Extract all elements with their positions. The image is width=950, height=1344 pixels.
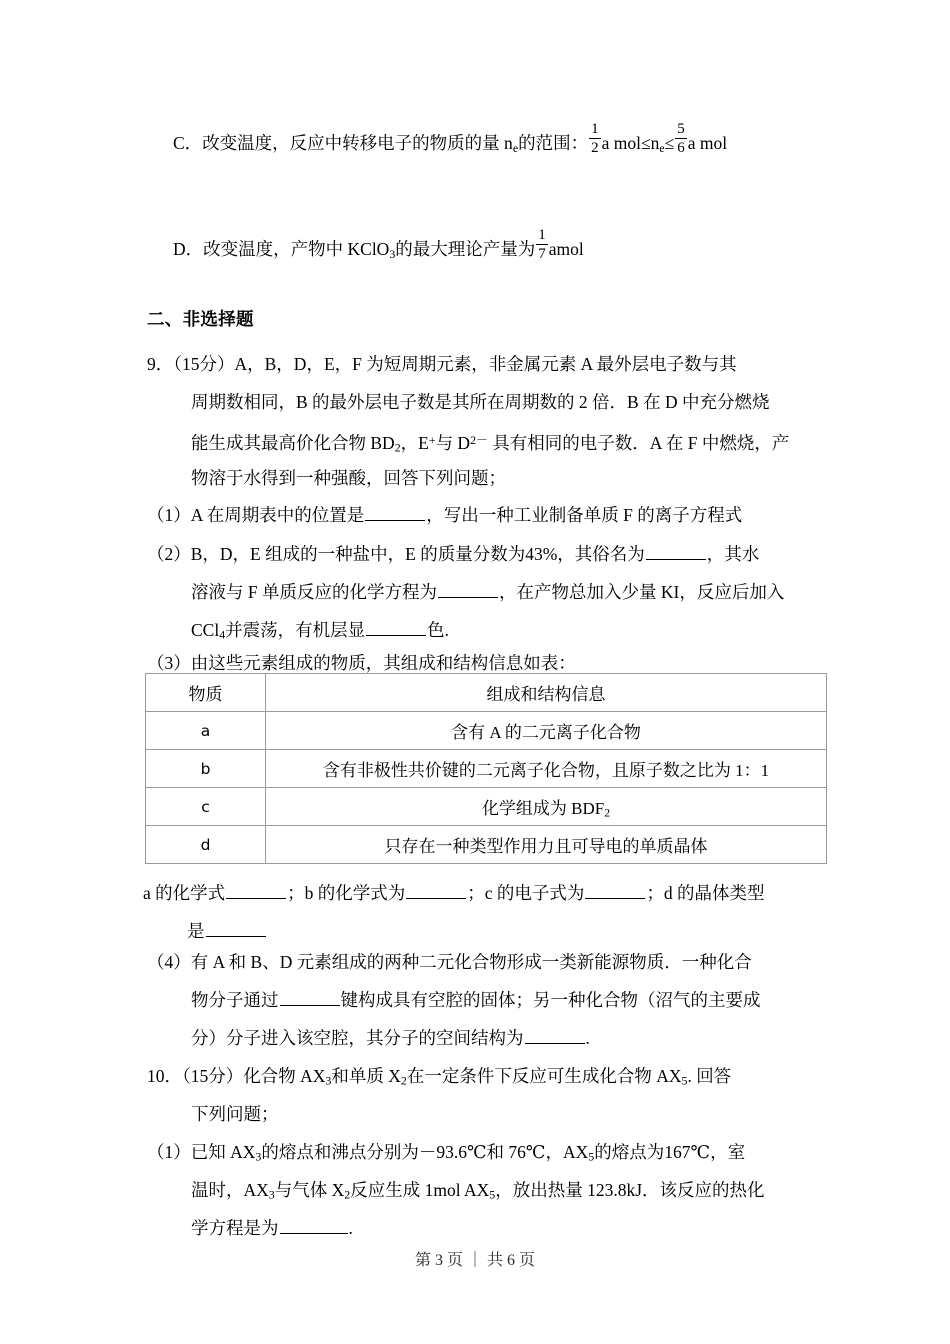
q10-p1-1c: 的熔点为167℃，室 (594, 1142, 746, 1162)
table-header-substance: 物质 (146, 674, 266, 712)
q9-l3-sub-a: 2 (394, 440, 401, 455)
q9-l3-sup-c: 2－ (470, 433, 488, 447)
q9-p4-text-2a: 物分子通过 (191, 990, 279, 1010)
q9-p3-after-a: a 的化学式 (143, 883, 226, 903)
fraction-denominator: 7 (538, 246, 546, 262)
q10-p1-line-2 (147, 1171, 765, 1209)
question-9-part-1 (147, 496, 742, 534)
q10-l1-sub3: 5 (681, 1073, 688, 1088)
question-10-number: 10． (147, 1066, 182, 1086)
q9-p1-text-b: ，写出一种工业制备单质 F 的离子方程式 (426, 505, 743, 525)
question-10 (147, 1057, 731, 1133)
fill-in-blank[interactable] (206, 920, 266, 937)
q9-p4-text-3a: 分）分子进入该空腔，其分子的空间结构为 (191, 1028, 524, 1048)
q10-l1-c: 在一定条件下反应可生成化合物 AX (406, 1066, 682, 1086)
question-9-line-4: 物溶于水得到一种强酸，回答下列问题； (191, 468, 506, 488)
fill-in-blank[interactable] (280, 1217, 348, 1234)
question-10-score: （15分） (182, 1066, 244, 1086)
q9-p2-text-3a: CCl (191, 620, 220, 640)
q10-p1-sub1: 3 (255, 1149, 262, 1164)
question-10-line-2: 下列问题； (191, 1104, 279, 1124)
q9-p2-text-2a: 溶液与 F 单质反应的化学方程为 (191, 582, 437, 602)
q10-p1-line-1 (147, 1133, 765, 1171)
fraction-numerator: 1 (591, 121, 599, 137)
fill-in-blank[interactable] (585, 882, 645, 899)
q10-p1-2b: 与气体 X (274, 1180, 345, 1200)
q10-l1-d: . 回答 (687, 1066, 732, 1086)
choice-c-text-after3: a mol (687, 133, 728, 154)
q10-l1-sub2: 2 (400, 1073, 407, 1088)
table-cell-info-c (266, 788, 827, 826)
fill-in-blank[interactable] (406, 882, 466, 899)
q9-p2-text-3b: 并震荡，有机层显 (225, 620, 366, 640)
choice-c-text-before: 改变温度，反应中转移电子的物质的量 n (202, 133, 513, 154)
question-10-part-1 (147, 1133, 765, 1247)
page-footer: 第 3 页 ｜ 共 6 页 (414, 1252, 535, 1269)
q9-p4-text-1: 有 A 和 B、D 元素组成的两种二元化合物形成一类新能源物质．一种化合 (190, 952, 752, 972)
q9-p3-after-d: ；d 的晶体类型 (646, 883, 765, 903)
table-row (146, 712, 827, 750)
question-9-part-4 (147, 943, 761, 1057)
choice-c-text-after1: a mol≤n (601, 133, 660, 154)
q9-l3-b: ，E (400, 432, 429, 453)
choice-d-text-mid: 的最大理论产量为 (395, 239, 536, 260)
q9-p2-text-1a: B，D，E 组成的一种盐中，E 的质量分数为43%，其俗名为 (190, 544, 645, 564)
table-cell-name-d: d (146, 826, 266, 864)
q9-p4-text-3b: . (585, 1028, 590, 1048)
q9-p1-text-a: A 在周期表中的位置是 (190, 505, 365, 525)
q10-p1-2c: 反应生成 1mol AX (350, 1180, 490, 1200)
table-row (146, 750, 827, 788)
table-cell-info-b: 含有非极性共价键的二元离子化合物，且原子数之比为 1：1 (266, 750, 827, 788)
choice-c-label: C． (173, 133, 203, 154)
q10-p1-3a: 学方程是为 (191, 1218, 279, 1238)
q9-p3-after-c: ；c 的电子式为 (467, 883, 585, 903)
q9-l3-c: 与 D (435, 432, 471, 453)
fill-in-blank[interactable] (366, 619, 426, 636)
q10-p1-1a: 已知 AX (190, 1142, 256, 1162)
choice-option-d (173, 227, 584, 269)
table-header-row (146, 674, 827, 712)
question-9-part-2 (147, 535, 784, 649)
choice-d-label: D． (173, 239, 204, 260)
q10-l1-a: 化合物 AX (243, 1066, 326, 1086)
q10-p1-3b: . (348, 1218, 353, 1238)
q9-p3-after-b: ；b 的化学式为 (287, 883, 406, 903)
q9-p2-line-1 (147, 535, 784, 573)
fraction-denominator: 2 (591, 140, 599, 156)
table-row (146, 826, 827, 864)
section-heading: 二、非选择题 (147, 309, 254, 329)
table-cell-name-a: a (146, 712, 266, 750)
q9-p1-marker: （1） (147, 505, 191, 525)
choice-d-text-after1: amol (548, 239, 584, 260)
q9-p3-text: 由这些元素组成的物质，其组成和结构信息如表： (190, 653, 576, 673)
q10-l1-b: 和单质 X (331, 1066, 401, 1086)
table-cell-info-a: 含有 A 的二元离子化合物 (266, 712, 827, 750)
table-row (146, 788, 827, 826)
q9-l3-a: 能生成其最高价化合物 BD (191, 432, 395, 453)
q9-p2-line-2 (147, 573, 784, 611)
q9-p3-marker: （3） (147, 653, 191, 673)
table-cell-info-d: 只存在一种类型作用力且可导电的单质晶体 (266, 826, 827, 864)
fill-in-blank[interactable] (525, 1027, 585, 1044)
fraction-five-sixths (675, 122, 687, 157)
q10-p1-marker: （1） (147, 1142, 191, 1162)
choice-c-sub1: e (512, 140, 519, 155)
fraction-one-half (589, 122, 601, 157)
q10-p1-2sub1: 3 (268, 1187, 275, 1202)
q9-p2-text-3c: 色. (427, 620, 450, 640)
q10-p1-2a: 温时，AX (191, 1180, 269, 1200)
fill-in-blank[interactable] (280, 989, 340, 1006)
question-9 (147, 345, 789, 497)
table-header-info: 组成和结构信息 (266, 674, 827, 712)
table-cell-info-c-text: 化学组成为 BDF (481, 798, 605, 818)
q10-p1-line-3 (147, 1209, 765, 1247)
q10-p1-2d: ，放出热量 123.8kJ．该反应的热化 (495, 1180, 765, 1200)
choice-d-sub1: 3 (389, 246, 396, 261)
q9-p3-blank-line-1 (143, 874, 765, 912)
fill-in-blank[interactable] (646, 543, 706, 560)
q9-p4-line-3 (147, 1019, 761, 1057)
fraction-denominator: 6 (677, 140, 685, 156)
q9-p2-text-1b: ，其水 (706, 544, 760, 564)
choice-c-text-mid: 的范围： (518, 133, 589, 154)
choice-option-c (173, 121, 728, 163)
question-9-line-2: 周期数相同，B 的最外层电子数是其所在周期数的 2 倍．B 在 D 中充分燃烧 (191, 392, 770, 412)
question-9-number: 9． (147, 354, 174, 374)
table-cell-info-c-sub: 2 (604, 806, 611, 820)
q10-p1-1b: 的熔点和沸点分别为－93.6℃和 76℃，AX (261, 1142, 589, 1162)
choice-c-text-after2: ≤ (664, 133, 675, 154)
fraction-numerator: 5 (677, 121, 685, 137)
q9-p4-line-2 (147, 981, 761, 1019)
table-cell-name-c: c (146, 788, 266, 826)
q9-l3-d: 具有相同的电子数．A 在 F 中燃烧，产 (487, 432, 790, 453)
q10-l1-sub1: 3 (325, 1073, 332, 1088)
question-9-line-1 (147, 345, 789, 383)
question-9-part-3-blanks (143, 874, 765, 950)
q9-p4-text-2b: 键构成具有空腔的固体；另一种化合物（沼气的主要成 (340, 990, 761, 1010)
table-cell-name-b: b (146, 750, 266, 788)
question-10-line-1 (147, 1057, 731, 1095)
fill-in-blank[interactable] (365, 504, 425, 521)
q9-p1-line (147, 496, 742, 534)
fraction-numerator: 1 (538, 227, 546, 243)
fill-in-blank[interactable] (226, 882, 286, 899)
question-9-text: A，B，D，E，F 为短周期元素，非金属元素 A 最外层电子数与其 (234, 354, 737, 374)
question-9-line-3 (147, 421, 789, 459)
q9-p2-marker: （2） (147, 544, 191, 564)
q9-p3-after-e: 是 (187, 921, 205, 941)
q9-p2-text-2b: ，在产物总加入少量 KI，反应后加入 (498, 582, 785, 602)
fraction-one-seventh (536, 228, 548, 263)
q10-p1-2sub3: 5 (489, 1187, 496, 1202)
q10-p1-2sub2: 2 (344, 1187, 351, 1202)
q9-l3-sup-b: + (428, 433, 436, 447)
choice-c-sub2: e (659, 140, 665, 155)
substance-info-table (145, 673, 827, 864)
fill-in-blank[interactable] (438, 581, 498, 598)
question-9-score: （15分） (173, 354, 235, 374)
choice-d-text-before: 改变温度，产物中 KClO (203, 239, 390, 260)
q9-p4-line-1 (147, 943, 761, 981)
q9-p2-sub-3: 4 (219, 627, 226, 642)
q10-p1-sub2: 5 (588, 1149, 595, 1164)
q9-p4-marker: （4） (147, 952, 191, 972)
